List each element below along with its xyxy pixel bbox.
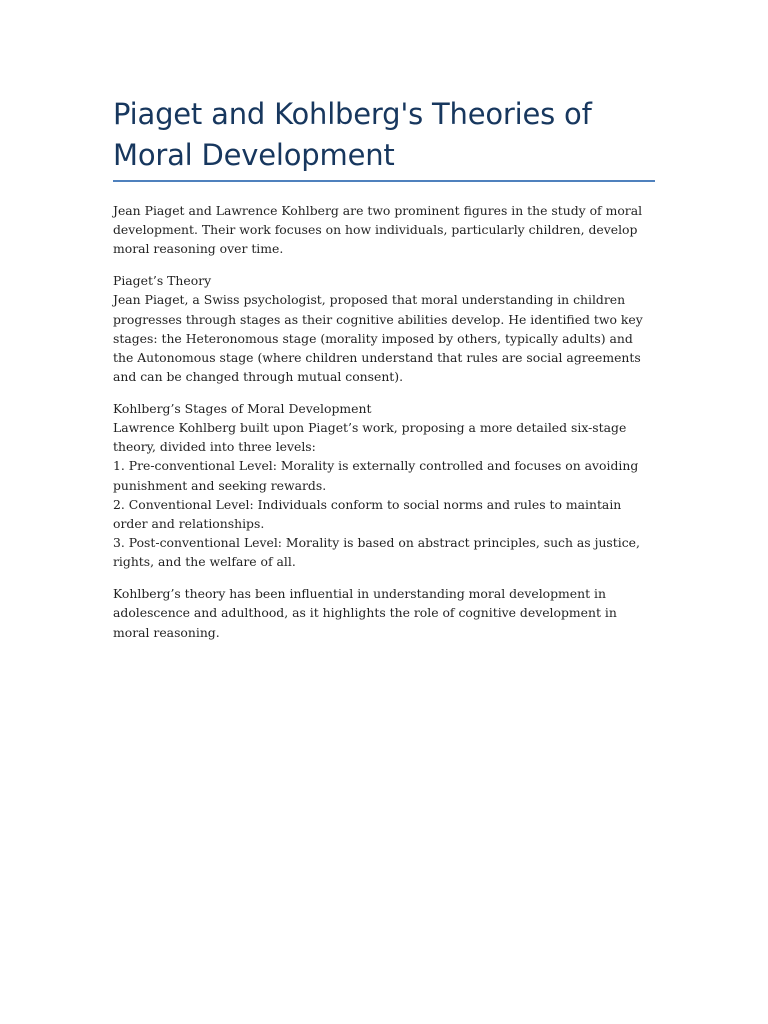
section-heading-kohlberg: Kohlberg’s Stages of Moral Development <box>113 400 372 416</box>
paragraph-text: Lawrence Kohlberg built upon Piaget’s work, proposing a more detailed six-stage theory, divided into three levels: <box>113 420 627 455</box>
list-item-level-1: 1. Pre-conventional Level: Morality is externally controlled and focuses on avoiding punishment and seeking rewards. <box>113 458 639 493</box>
paragraph-text: Kohlberg’s theory has been influential in understanding moral development in adolescence and adulthood, as it highlights the role of cognitive development in moral reasoning. <box>113 586 617 640</box>
paragraph-piaget <box>113 271 655 386</box>
list-item-level-2: 2. Conventional Level: Individuals conform to social norms and rules to maintain order and relationships. <box>113 496 622 532</box>
document-body <box>113 201 655 642</box>
section-heading-piaget: Piaget’s Theory <box>113 273 212 289</box>
paragraph-text: Jean Piaget and Lawrence Kohlberg are two prominent figures in the study of moral development. Their work focuses on how individuals, particularly children, develop moral reasoning over time. <box>113 203 643 257</box>
paragraph-kohlberg <box>113 399 655 572</box>
document-title: Piaget and Kohlberg's Theories of Moral Development <box>113 94 655 182</box>
paragraph-intro <box>113 201 655 259</box>
paragraph-text: Jean Piaget, a Swiss psychologist, proposed that moral understanding in children progresses through stages as their cognitive abilities develop. He identified two key stages: the Heteronomous stage (morality imposed by others, typically adults) and the Autonomous stage (where children understand that rules are social agreements and can be changed through mutual consent). <box>113 292 643 385</box>
paragraph-conclusion <box>113 584 655 642</box>
list-item-level-3: 3. Post-conventional Level: Morality is based on abstract principles, such as justice, rights, and the welfare of all. <box>113 535 640 570</box>
